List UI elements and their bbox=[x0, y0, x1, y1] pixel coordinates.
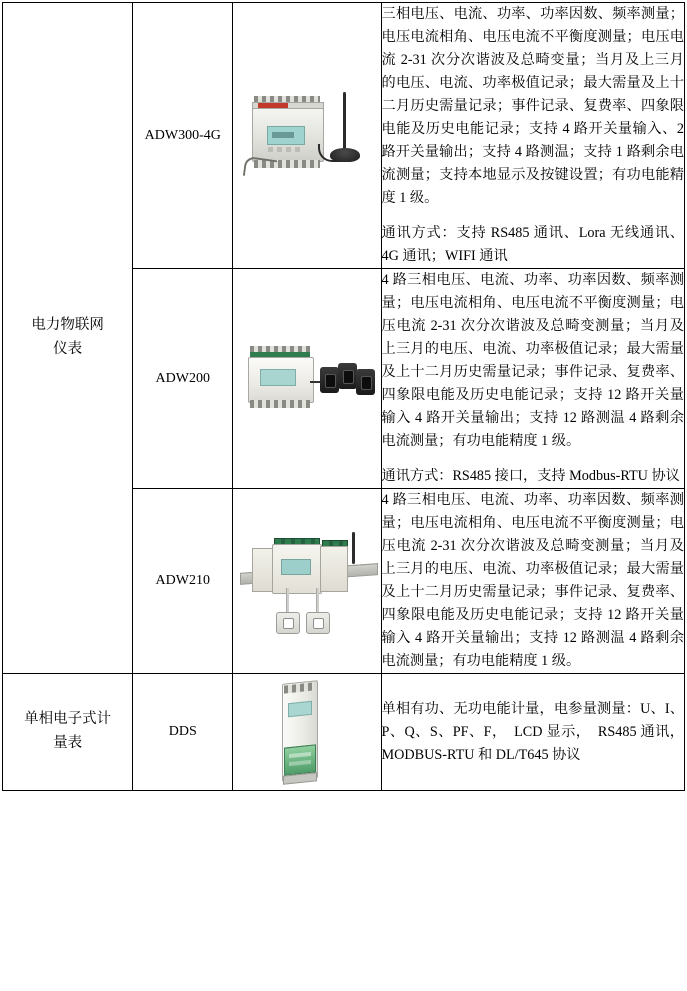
model-cell-adw210: ADW210 bbox=[133, 489, 233, 674]
category-label-line2: 仪表 bbox=[53, 341, 83, 357]
adw300-4g-device-image bbox=[234, 82, 380, 190]
module-left bbox=[252, 548, 274, 592]
current-transformer bbox=[320, 367, 339, 393]
device-button-row bbox=[268, 147, 302, 152]
device-lcd-screen bbox=[267, 126, 305, 145]
adw210-device-image bbox=[234, 526, 380, 636]
device-red-label bbox=[258, 103, 288, 108]
category-label-line2: 量表 bbox=[53, 735, 83, 751]
category-label-line1: 电力物联网 bbox=[31, 317, 104, 334]
image-cell-adw300-4g bbox=[233, 3, 381, 269]
terminal-block-bottom bbox=[250, 400, 310, 408]
model-cell-dds: DDS bbox=[133, 674, 233, 791]
split-core-ct bbox=[306, 612, 330, 634]
module-right bbox=[320, 546, 348, 592]
description-cell-dds bbox=[381, 674, 684, 791]
table-row bbox=[3, 674, 685, 791]
description-paragraph: 三相电压、电流、功率、功率因数、频率测量；电压电流相角、电压电流不平衡度测量；电压电流 2-31 次分次谐波及总畸变量；当月及上三月的电压、电流、功率极值记录；最大需量及上十二月历史需量记录；事件记录、复费率、四象限电能及历史电能记录；支持 4 路开关量输入、2 路开关量输出；支持 4 路测温；支持 1 路剩余电流测量；支持本地显示及按键设置；有功电能精度 1 级。 bbox=[381, 6, 684, 206]
product-spec-table bbox=[2, 2, 685, 791]
category-cell-iot-meter bbox=[3, 3, 133, 674]
description-paragraph: 4 路三相电压、电流、功率、功率因数、频率测量；电压电流相角、电压电流不平衡度测量；电压电流 2-31 次分次谐波及总畸变测量；当月及上三月的电压、电流、功率极值记录；最大需量及上十二月历史需量记录；事件记录、复费率、四象限电能及历史电能记录；支持 12 路开关量输入 4 路开关量输出；支持 12 路测温 4 路剩余电流测量；有功电能精度 1 级。 bbox=[381, 492, 684, 669]
ct-cable bbox=[286, 588, 289, 614]
category-label-line1: 单相电子式计 bbox=[24, 711, 112, 728]
antenna-base bbox=[330, 148, 360, 162]
dds-device-image bbox=[234, 674, 380, 790]
device-cable bbox=[243, 155, 277, 179]
model-cell-adw300-4g: ADW300-4G bbox=[133, 3, 233, 269]
antenna-rod bbox=[352, 532, 355, 564]
table-row bbox=[3, 3, 685, 269]
description-paragraph: 单相有功、无功电能计量，电参量测量：U、I、P、Q、S、PF、F， LCD 显示， RS485 通讯，MODBUS-RTU 和 DL/T645 协议 bbox=[381, 700, 684, 763]
current-transformer bbox=[338, 363, 357, 389]
image-cell-adw210 bbox=[233, 489, 381, 674]
device-lcd-screen bbox=[288, 701, 312, 718]
category-cell-single-phase-meter bbox=[3, 674, 133, 791]
model-cell-adw200: ADW200 bbox=[133, 269, 233, 489]
device-lcd-screen bbox=[281, 559, 311, 575]
green-terminal-block bbox=[284, 744, 316, 775]
description-cell-adw200 bbox=[381, 269, 684, 489]
current-transformer bbox=[356, 369, 375, 395]
split-core-ct bbox=[276, 612, 300, 634]
adw200-device-image bbox=[234, 333, 380, 425]
communication-paragraph: 通讯方式：RS485 接口，支持 Modbus-RTU 协议 bbox=[381, 468, 680, 484]
module-main bbox=[272, 544, 322, 594]
document-page bbox=[0, 2, 687, 991]
ct-cable bbox=[316, 588, 319, 614]
description-cell-adw300-4g bbox=[381, 3, 684, 269]
description-cell-adw210 bbox=[381, 489, 684, 674]
image-cell-dds bbox=[233, 674, 381, 791]
antenna-rod bbox=[343, 92, 346, 150]
device-lcd-screen bbox=[260, 369, 296, 386]
image-cell-adw200 bbox=[233, 269, 381, 489]
description-paragraph: 4 路三相电压、电流、功率、功率因数、频率测量；电压电流相角、电压电流不平衡度测量；电压电流 2-31 次分次谐波及总畸变测量；当月及上三月的电压、电流、功率极值记录；最大需量及上十二月历史需量记录；事件记录、复费率、四象限电能及历史电能记录；支持 12 路开关量输入 4 路开关量输出；支持 12 路测温 4 路剩余电流测量；有功电能精度 1 级。 bbox=[381, 272, 684, 449]
communication-paragraph: 通讯方式：支持 RS485 通讯、Lora 无线通讯、4G 通讯；WIFI 通讯 bbox=[381, 225, 684, 264]
